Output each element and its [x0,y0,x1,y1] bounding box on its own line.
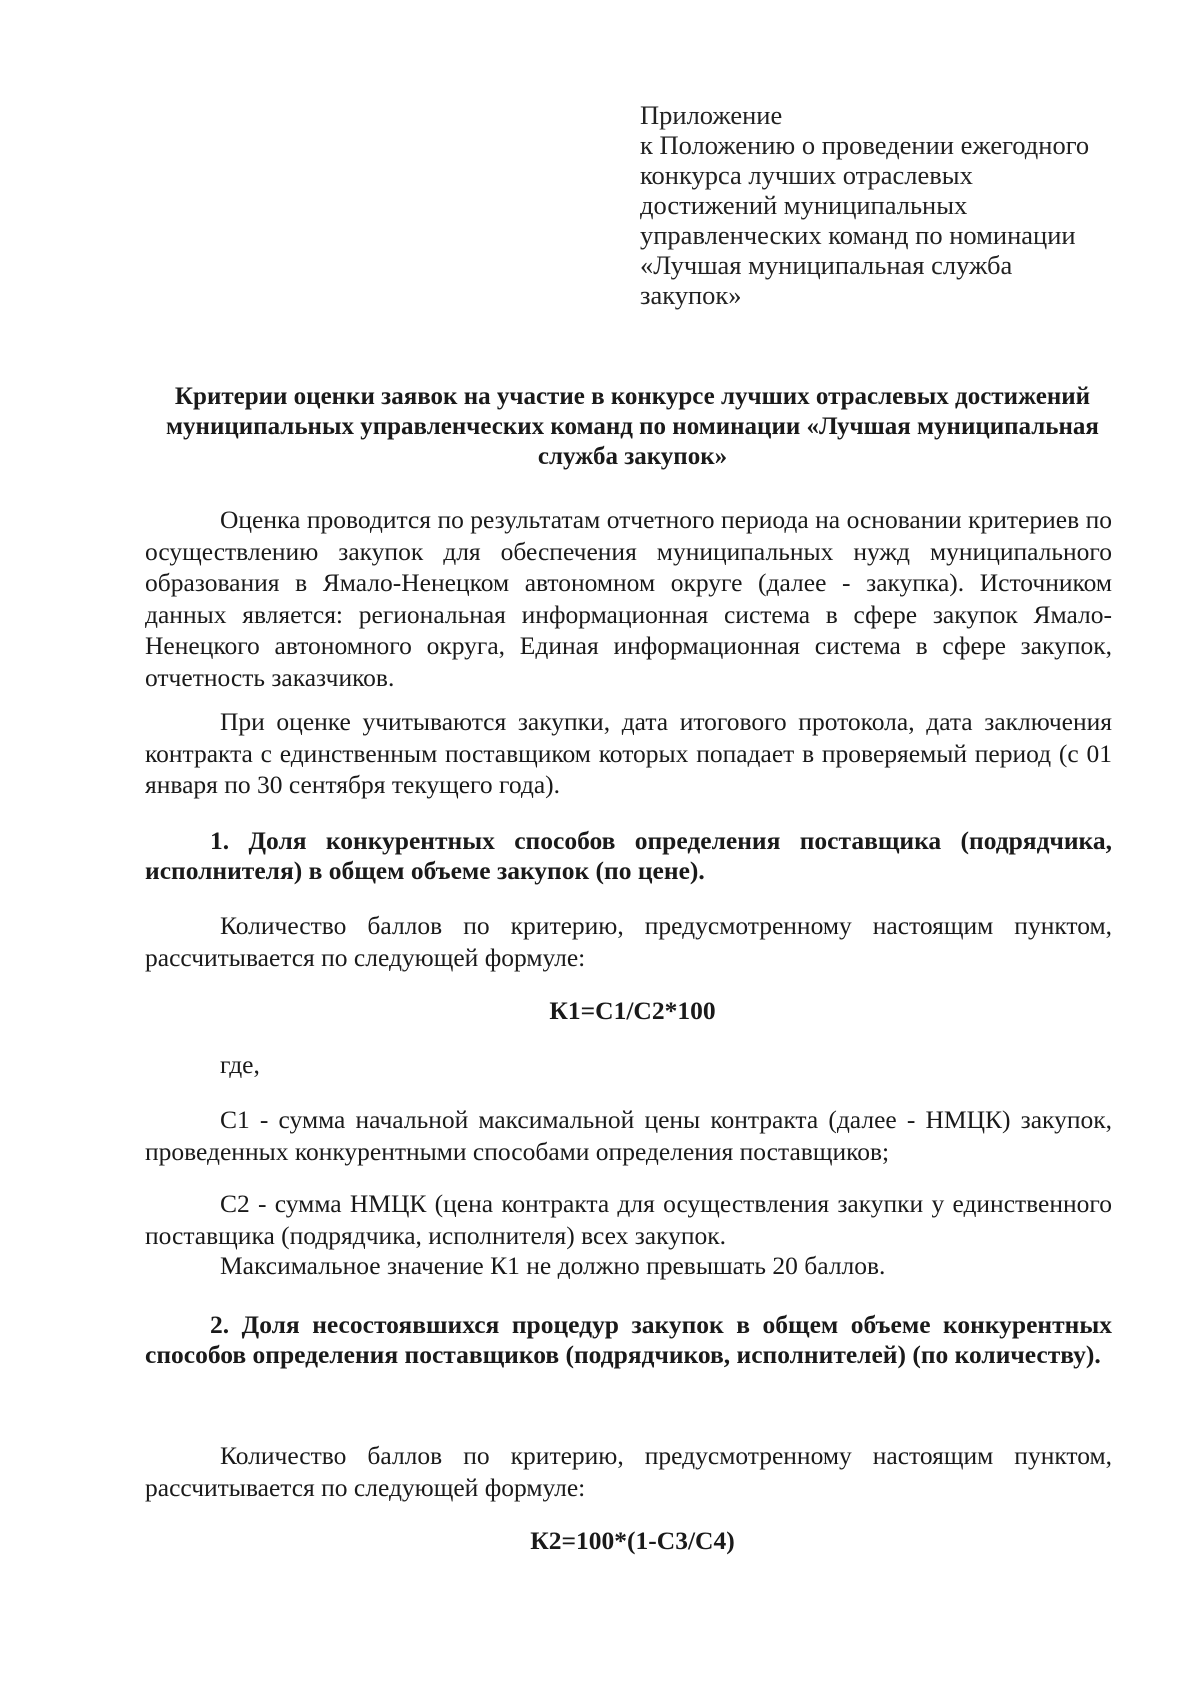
appendix-line: закупок» [640,280,742,310]
criterion-2-formula: К2=100*(1-С3/С4) [530,1526,735,1555]
appendix-note [640,100,1180,310]
where-label: где, [220,1050,260,1079]
intro-paragraph-1: Оценка проводится по результатам отчетного периода на основании критериев по осуществлению закупок для обеспечения муниципальных нужд муниципального образования в Ямало-Ненецком автономном округе (далее - закупка). Источником данных является: региональная информационная система в сфере закупок Ямало-Ненецкого автономного округа, Единая информационная система в сфере закупок, отчетность заказчиков. [145,505,1112,692]
criterion-2-heading: 2. Доля несостоявшихся процедур закупок в общем объеме конкурентных способов определения поставщиков (подрядчиков, исполнителей) (по количеству). [145,1310,1112,1369]
document-title: Критерии оценки заявок на участие в конкурсе лучших отраслевых достижений муниципальных управленческих команд по номинации «Лучшая муниципальная служба закупок» [166,383,1099,470]
intro-paragraph-2: При оценке учитываются закупки, дата итогового протокола, дата заключения контракта с единственным поставщиком которых попадает в проверяемый период (с 01 января по 30 сентября текущего года). [145,707,1112,799]
criterion-2-calc-text: Количество баллов по критерию, предусмотренному настоящим пунктом, рассчитывается по следующей формуле: [145,1441,1112,1502]
criterion-1-heading: 1. Доля конкурентных способов определения поставщика (подрядчика, исполнителя) в общем объеме закупок (по цене). [145,826,1112,885]
appendix-line: к Положению о проведении ежегодного [640,130,1090,160]
appendix-line: управленческих команд по номинации [640,220,1076,250]
appendix-line: конкурса лучших отраслевых [640,160,973,190]
criterion-1-c1-definition: С1 - сумма начальной максимальной цены контракта (далее - НМЦК) закупок, проведенных конкурентными способами определения поставщиков; [145,1105,1112,1166]
criterion-1-max-value: Максимальное значение К1 не должно превышать 20 баллов. [220,1251,886,1280]
criterion-1-formula: К1=С1/С2*100 [549,996,716,1025]
appendix-line: Приложение [640,100,783,130]
appendix-line: «Лучшая муниципальная служба [640,250,1013,280]
criterion-1-c2-definition: С2 - сумма НМЦК (цена контракта для осуществления закупки у единственного поставщика (подрядчика, исполнителя) всех закупок. [145,1189,1112,1250]
appendix-line: достижений муниципальных [640,190,968,220]
criterion-1-calc-text: Количество баллов по критерию, предусмотренному настоящим пунктом, рассчитывается по следующей формуле: [145,911,1112,972]
